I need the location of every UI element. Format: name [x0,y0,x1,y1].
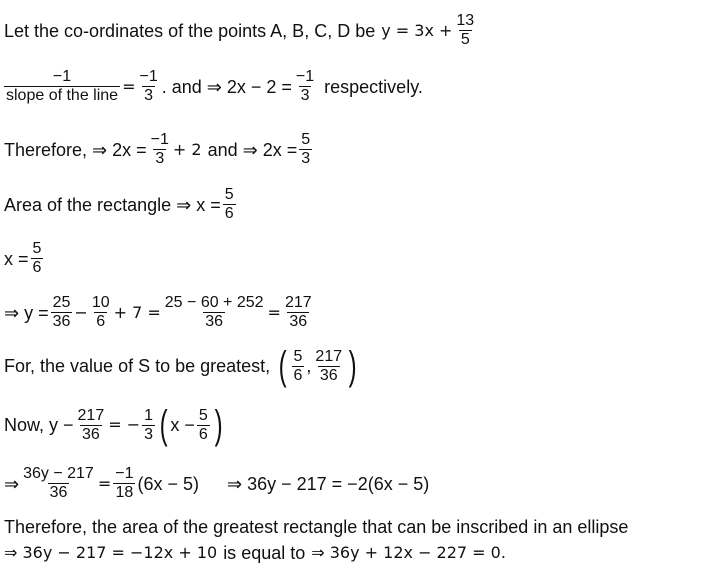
line-3-and: and ⇒ 2x = [207,139,298,160]
line-7-text: For, the value of S to be greatest, [4,356,271,376]
line-2-mid: . and ⇒ 2x − 2 = [161,76,292,97]
fraction: $\frac{5}{6}$ [224,186,234,222]
fraction: $\frac{36y - 217}{36}$ [23,465,94,501]
line-3 [4,131,314,168]
line-4-text: Area of the rectangle ⇒ x = [4,194,221,215]
equals-sign: = [267,302,281,322]
fraction: $\frac{25}{36}$ [52,294,71,330]
fraction: $\frac{5}{3}$ [301,131,311,167]
line-2-tail: respectively. [324,76,423,97]
minus-sign: − [74,302,88,322]
line-1-text: Let the co-ordinates of the points A, B, C, D be [4,20,376,41]
line-1 [4,12,478,49]
left-paren: ( [278,344,287,388]
line-4 [4,186,238,223]
fraction: $\frac{-1}{3}$ [139,68,158,104]
fraction: $\frac{1}{3}$ [144,406,154,443]
fraction: $\frac{25 - 60 + 252}{36}$ [164,294,264,330]
line-9 [4,465,429,502]
fraction: $\frac{13}{5}$ [456,12,475,48]
line-6 [4,294,316,331]
line-7 [4,346,359,386]
line-6-lhs: ⇒ y = [4,302,49,323]
fraction: $\frac{5}{6}$ [293,347,303,384]
line-10 [4,517,628,537]
line-3-text: Therefore, ⇒ 2x = [4,139,147,160]
line-9-mid: (6x − 5) [137,473,200,494]
line-9-lhs: ⇒ [4,473,20,494]
line-2 [4,68,423,105]
line-5 [4,240,45,277]
line-5-text: x = [4,248,29,269]
comma: , [306,356,312,376]
fraction: $\frac{10}{6}$ [91,294,110,330]
equals-minus: = − [108,415,141,434]
line-6-mid: + 7 = [113,302,161,322]
fraction: $\frac{-1}{\text{slope of the line}}$ [6,68,119,104]
fraction: $\frac{217}{36}$ [315,347,343,384]
left-paren: ( [159,403,168,447]
plus-term: + 2 [172,139,202,159]
equals-sign: = [97,473,112,493]
line-11-text3: ⇒ 36y + 12x − 227 = 0. [311,543,506,562]
line-1-lhs: y = 3x + [381,20,453,40]
fraction: $\frac{-1}{3}$ [295,68,315,104]
line-8 [4,405,225,445]
line-9-rhs: ⇒ 36y − 217 = −2(6x − 5) [227,473,430,494]
line-11 [4,543,506,563]
fraction: $\frac{217}{36}$ [284,294,312,330]
x-term: x − [170,415,195,435]
right-paren: ) [214,403,223,447]
fraction: $\frac{-1}{18}$ [115,465,134,501]
line-11-text2: is equal to [223,543,306,563]
right-paren: ) [348,344,357,388]
line-11-text1: ⇒ 36y − 217 = −12x + 10 [4,543,218,562]
equals-sign: = [122,76,136,96]
line-10-text: Therefore, the area of the greatest rectangle that can be inscribed in an ellipse [4,517,629,537]
fraction: $\frac{5}{6}$ [198,406,208,443]
line-8-text: Now, y − [4,415,74,435]
fraction: $\frac{5}{6}$ [32,240,42,276]
fraction: $\frac{217}{36}$ [77,406,105,443]
fraction: $\frac{-1}{3}$ [150,131,169,167]
